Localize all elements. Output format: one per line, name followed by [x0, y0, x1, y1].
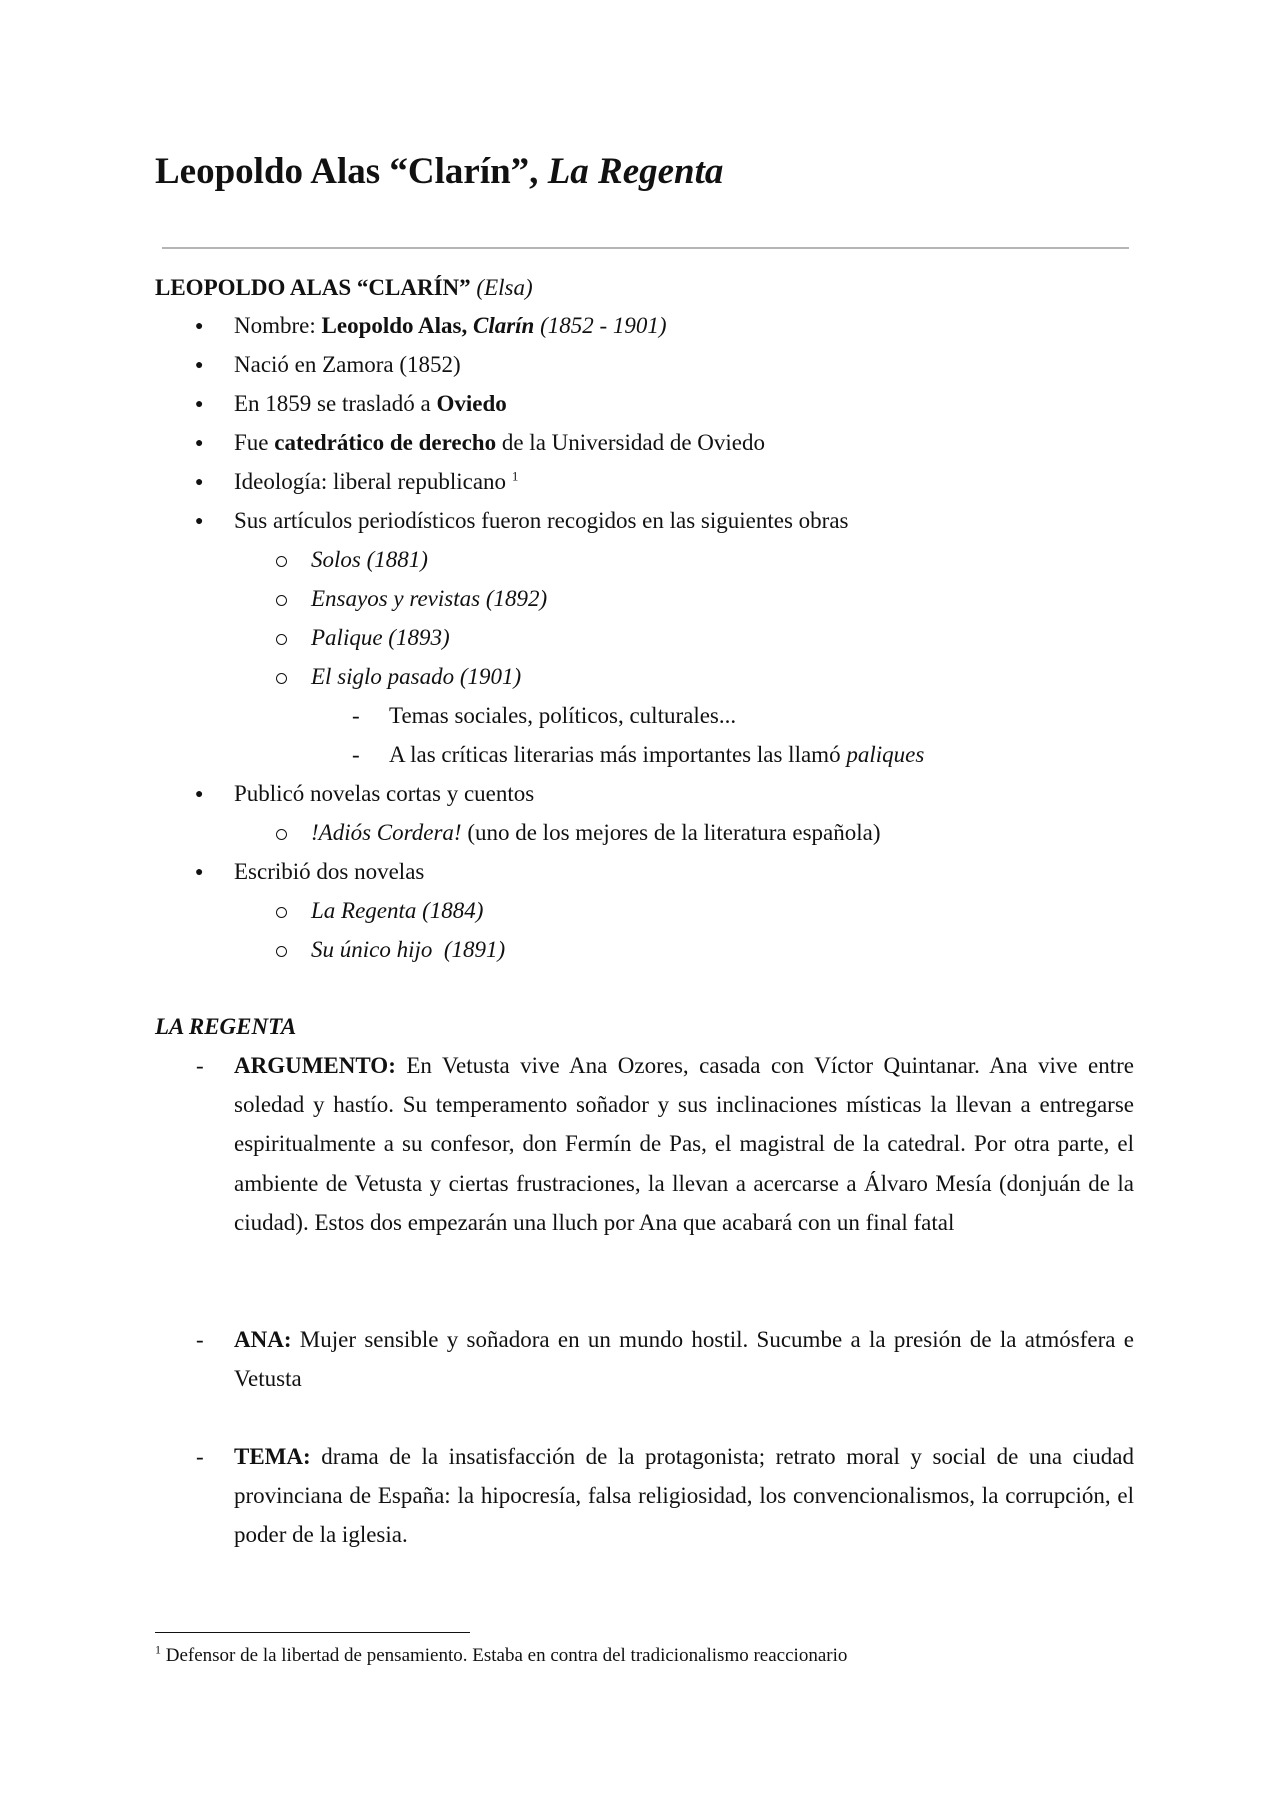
list-item-born: Nació en Zamora (1852): [234, 352, 461, 377]
footnote-divider: [155, 1632, 470, 1633]
bullet-icon: ●: [195, 787, 204, 802]
bullet-icon: ●: [195, 319, 204, 334]
list-item-short-works: Publicó novelas cortas y cuentos: [234, 781, 535, 806]
section-heading-la-regenta: LA REGENTA: [155, 1014, 297, 1039]
bullet-icon: ●: [195, 397, 204, 412]
circle-bullet-icon: [276, 556, 287, 567]
sub-item-themes: Temas sociales, políticos, culturales...: [389, 703, 737, 728]
paragraph-tema: TEMA: drama de la insatisfacción de la protagonista; retrato moral y social de una ciudad provinciana de España: la hipocresía, falsa religiosidad, los convencionalismos, la corrupción, el poder de la iglesia.: [234, 1444, 1134, 1548]
title-divider: [162, 247, 1129, 249]
sub-item-criticism: A las críticas literarias más importantes las llamó paliques: [389, 742, 925, 767]
footnote-number: 1: [155, 1642, 161, 1657]
page-title: [155, 150, 723, 194]
novel-item: La Regenta (1884): [311, 898, 484, 923]
list-item-name: Nombre: Leopoldo Alas, Clarín (1852 - 1901): [234, 313, 667, 338]
circle-bullet-icon: [276, 946, 287, 957]
list-item-novels: Escribió dos novelas: [234, 859, 425, 884]
title-main: Leopoldo Alas “Clarín”,: [155, 151, 548, 192]
dash-bullet-icon: -: [352, 703, 360, 728]
bullet-icon: ●: [195, 358, 204, 373]
list-item-articles: Sus artículos periodísticos fueron recogidos en las siguientes obras: [234, 508, 849, 533]
circle-bullet-icon: [276, 907, 287, 918]
list-item-moved: En 1859 se trasladó a Oviedo: [234, 391, 507, 416]
paragraph-ana: ANA: Mujer sensible y soñadora en un mundo hostil. Sucumbe a la presión de la atmósfera e Vetusta: [234, 1327, 1134, 1392]
work-item: Palique (1893): [311, 625, 450, 650]
bullet-icon: ●: [195, 865, 204, 880]
bullet-icon: ●: [195, 514, 204, 529]
short-story-item: !Adiós Cordera! (uno de los mejores de la literatura española): [311, 820, 881, 845]
circle-bullet-icon: [276, 829, 287, 840]
footnote-ref[interactable]: 1: [511, 468, 519, 484]
paragraph-argumento: ARGUMENTO: En Vetusta vive Ana Ozores, casada con Víctor Quintanar. Ana vive entre soledad y hastío. Su temperamento soñador y sus inclinaciones místicas la llevan a entregarse espiritualmente a su confesor, don Fermín de Pas, el magistral de la catedral. Por otra parte, el ambiente de Vetusta y ciertas frustraciones, la llevan a acercarse a Álvaro Mesía (donjuán de la ciudad). Estos dos empezarán una lluch por Ana que acabará con un final fatal: [234, 1053, 1134, 1235]
dash-bullet-icon: -: [196, 1327, 204, 1352]
work-item: Solos (1881): [311, 547, 428, 572]
novel-item: Su único hijo (1891): [311, 937, 506, 962]
dash-bullet-icon: -: [196, 1053, 204, 1078]
circle-bullet-icon: [276, 595, 287, 606]
footnote: [155, 1644, 847, 1668]
heading-note: (Elsa): [476, 275, 533, 300]
dash-bullet-icon: -: [352, 742, 360, 767]
list-item-job: Fue catedrático de derecho de la Universidad de Oviedo: [234, 430, 765, 455]
title-italic: La Regenta: [547, 151, 724, 192]
circle-bullet-icon: [276, 673, 287, 684]
work-item: El siglo pasado (1901): [311, 664, 522, 689]
list-item-ideology: Ideología: liberal republicano $^1$: [234, 468, 519, 494]
bullet-icon: ●: [195, 436, 204, 451]
circle-bullet-icon: [276, 634, 287, 645]
bullet-icon: ●: [195, 475, 204, 490]
dash-bullet-icon: -: [196, 1444, 204, 1469]
section-heading-clarin: LEOPOLDO ALAS “CLARÍN” (Elsa): [155, 275, 533, 300]
work-item: Ensayos y revistas (1892): [311, 586, 548, 611]
footnote-text: Defensor de la libertad de pensamiento. Estaba en contra del tradicionalismo reaccionario: [161, 1645, 848, 1666]
